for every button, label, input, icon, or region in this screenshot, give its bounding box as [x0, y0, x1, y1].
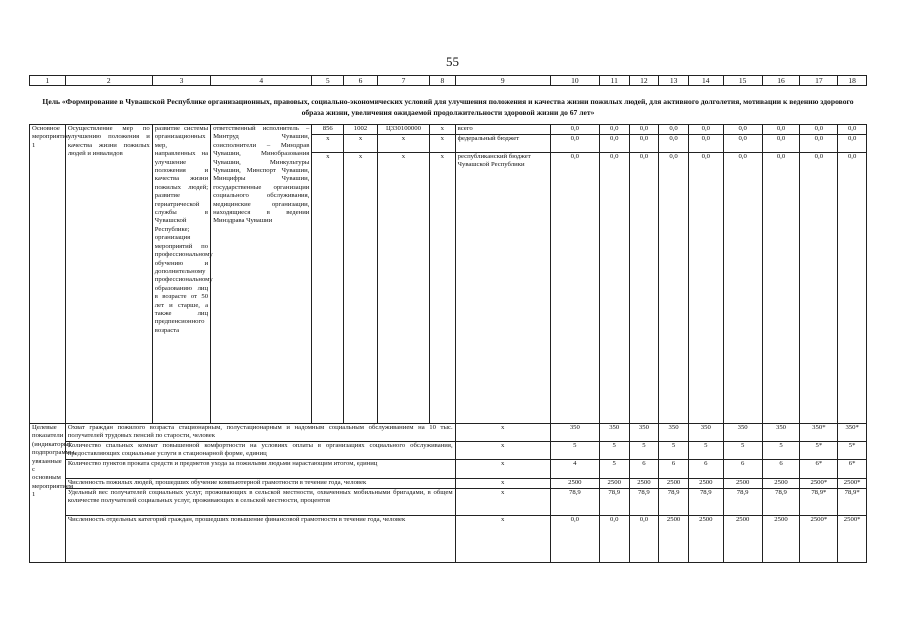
value-cell: 5*: [838, 442, 867, 460]
col-number: 13: [659, 76, 689, 86]
page-number: 55: [446, 54, 459, 69]
cell-c6: х: [344, 135, 378, 153]
value-cell: 4: [550, 460, 599, 479]
col-number: 3: [152, 76, 210, 86]
value-cell: 5: [688, 442, 723, 460]
event-name: Осуществление мер по улучшению положения и качества жизни пожилых людей и инвалидов: [65, 125, 152, 424]
value-cell: 0,0: [629, 135, 659, 153]
value-cell: 0,0: [688, 135, 723, 153]
header-row: [30, 76, 867, 86]
indicator-x: х: [455, 442, 550, 460]
value-cell: 5: [599, 460, 629, 479]
indicator-row: [30, 442, 867, 460]
value-cell: 5: [629, 442, 659, 460]
cell-c6: 1002: [344, 125, 378, 135]
event-description: развитие системы организационных мер, направленных на улучшение положения и качества жизни пожилых людей; развитие гериатрической службы в Чувашской Республике; организация мероприятий по профессиональному обучению и дополнительному профессиональному образованию лиц в возрасте от 50 лет и старше, а также лиц предпенсионного возраста: [152, 125, 210, 424]
indicator-text: Охват граждан пожилого возраста стационарным, полустационарным и надомным социальным обслуживанием на 10 тыс. получателей трудовых пенсий по старости, человек: [65, 424, 455, 442]
cell-c7: х: [377, 135, 429, 153]
cell-c5: х: [312, 153, 344, 424]
value-cell: 0,0: [659, 135, 689, 153]
value-cell: 0,0: [800, 125, 838, 135]
col-number: 16: [762, 76, 800, 86]
value-cell: 350: [762, 424, 800, 442]
value-cell: 0,0: [629, 153, 659, 424]
col-number: 1: [30, 76, 66, 86]
value-cell: 0,0: [599, 125, 629, 135]
event-executors: ответственный исполнитель – Минтруд Чувашии, соисполнители – Минздрав Чувашии, Минобразования Чувашии, Минкультуры Чувашии, Минспорт Чувашии, Минцифры Чувашии, государственные организации социального обслуживания, медицинские организации, находящиеся в ведении Минздрава Чувашии: [211, 125, 312, 424]
indicator-x: х: [455, 424, 550, 442]
value-cell: 0,0: [723, 125, 762, 135]
value-cell: 2500: [762, 516, 800, 563]
col-number: 10: [550, 76, 599, 86]
col-number: 12: [629, 76, 659, 86]
indicator-row: [30, 424, 867, 442]
value-cell: 5: [550, 442, 599, 460]
indicator-text: Количество пунктов проката средств и предметов ухода за пожилыми людьми нарастающим итогом, единиц: [65, 460, 455, 479]
value-cell: 0,0: [599, 153, 629, 424]
col-number: 17: [800, 76, 838, 86]
col-number: 2: [65, 76, 152, 86]
value-cell: 2500*: [800, 516, 838, 563]
value-cell: 0,0: [762, 153, 800, 424]
column-number-header: [29, 75, 867, 86]
cell-c5: 856: [312, 125, 344, 135]
value-cell: 350*: [800, 424, 838, 442]
cell-c6: х: [344, 153, 378, 424]
value-cell: 2500: [659, 479, 689, 489]
indicator-text: Количество спальных комнат повышенной комфортности на условиях оплаты в организациях социального обслуживания, предоставляющих социальные услуги в стационарной форме, единиц: [65, 442, 455, 460]
col-number: 9: [455, 76, 550, 86]
value-cell: 0,0: [629, 125, 659, 135]
value-cell: 0,0: [723, 153, 762, 424]
event-row: [30, 125, 867, 135]
col-number: 14: [688, 76, 723, 86]
value-cell: 2500: [762, 479, 800, 489]
value-cell: 350: [688, 424, 723, 442]
cell-c8: х: [430, 153, 456, 424]
value-cell: 0,0: [629, 516, 659, 563]
indicator-x: х: [455, 479, 550, 489]
value-cell: 5: [659, 442, 689, 460]
event-label: Основное мероприятие 1: [30, 125, 66, 424]
funding-source: федеральный бюджет: [455, 135, 550, 153]
value-cell: 0,0: [800, 153, 838, 424]
value-cell: 350*: [838, 424, 867, 442]
value-cell: 78,9: [550, 489, 599, 516]
value-cell: 0,0: [688, 125, 723, 135]
value-cell: 78,9: [599, 489, 629, 516]
value-cell: 2500: [723, 516, 762, 563]
funding-source: республиканский бюджет Чувашской Республики: [455, 153, 550, 424]
indicator-row: [30, 479, 867, 489]
value-cell: 0,0: [550, 125, 599, 135]
col-number: 4: [211, 76, 312, 86]
value-cell: 0,0: [838, 153, 867, 424]
cell-c8: х: [430, 135, 456, 153]
value-cell: 0,0: [800, 135, 838, 153]
funding-source: всего: [455, 125, 550, 135]
value-cell: 0,0: [838, 125, 867, 135]
value-cell: 350: [723, 424, 762, 442]
value-cell: 350: [659, 424, 689, 442]
value-cell: 2500*: [838, 479, 867, 489]
value-cell: 2500: [688, 479, 723, 489]
value-cell: 78,9: [762, 489, 800, 516]
value-cell: 6*: [800, 460, 838, 479]
indicator-row: [30, 460, 867, 479]
value-cell: 0,0: [723, 135, 762, 153]
value-cell: 2500: [550, 479, 599, 489]
value-cell: 6: [629, 460, 659, 479]
value-cell: 0,0: [762, 135, 800, 153]
indicator-x: х: [455, 489, 550, 516]
col-number: 6: [344, 76, 378, 86]
indicators-label: Целевые показатели (индикаторы) подпрограммы, увязанные с основным мероприятием 1: [30, 424, 66, 563]
value-cell: 78,9: [688, 489, 723, 516]
value-cell: 0,0: [838, 135, 867, 153]
col-number: 11: [599, 76, 629, 86]
value-cell: 2500: [723, 479, 762, 489]
value-cell: 78,9: [659, 489, 689, 516]
value-cell: 350: [629, 424, 659, 442]
value-cell: 5*: [800, 442, 838, 460]
value-cell: 2500: [599, 479, 629, 489]
value-cell: 2500*: [838, 516, 867, 563]
cell-c7: Ц330100000: [377, 125, 429, 135]
value-cell: 78,9*: [800, 489, 838, 516]
value-cell: 6: [762, 460, 800, 479]
indicator-x: х: [455, 516, 550, 563]
value-cell: 5: [762, 442, 800, 460]
indicator-text: Удельный вес получателей социальных услуг, проживающих в сельской местности, охваченных мобильными бригадами, в общем количестве получателей социальных услуг, проживающих в сельской местности, процентов: [65, 489, 455, 516]
value-cell: 0,0: [659, 153, 689, 424]
value-cell: 0,0: [550, 135, 599, 153]
cell-c5: х: [312, 135, 344, 153]
value-cell: 6: [723, 460, 762, 479]
col-number: 18: [838, 76, 867, 86]
program-table: [29, 124, 867, 563]
cell-c7: х: [377, 153, 429, 424]
col-number: 15: [723, 76, 762, 86]
indicator-text: Численность пожилых людей, прошедших обучение компьютерной грамотности в течение года, человек: [65, 479, 455, 489]
indicator-x: х: [455, 460, 550, 479]
value-cell: 6*: [838, 460, 867, 479]
value-cell: 0,0: [659, 125, 689, 135]
value-cell: 0,0: [688, 153, 723, 424]
col-number: 8: [430, 76, 456, 86]
value-cell: 0,0: [762, 125, 800, 135]
value-cell: 6: [659, 460, 689, 479]
value-cell: 350: [550, 424, 599, 442]
indicator-row: [30, 489, 867, 516]
value-cell: 0,0: [550, 153, 599, 424]
col-number: 5: [312, 76, 344, 86]
value-cell: 78,9*: [838, 489, 867, 516]
value-cell: 2500: [629, 479, 659, 489]
col-number: 7: [377, 76, 429, 86]
value-cell: 78,9: [723, 489, 762, 516]
value-cell: 78,9: [629, 489, 659, 516]
indicator-text: Численность отдельных категорий граждан, прошедших повышение финансовой грамотности в течение года, человек: [65, 516, 455, 563]
value-cell: 2500: [688, 516, 723, 563]
value-cell: 2500*: [800, 479, 838, 489]
value-cell: 6: [688, 460, 723, 479]
cell-c8: х: [430, 125, 456, 135]
value-cell: 5: [723, 442, 762, 460]
value-cell: 0,0: [599, 135, 629, 153]
value-cell: 2500: [659, 516, 689, 563]
value-cell: 350: [599, 424, 629, 442]
value-cell: 0,0: [550, 516, 599, 563]
value-cell: 0,0: [599, 516, 629, 563]
indicator-row: [30, 516, 867, 563]
value-cell: 5: [599, 442, 629, 460]
goal-title: Цель «Формирование в Чувашской Республике организационных, правовых, социально-экономических условий для улучшения положения и качества жизни пожилых людей, для активного долголетия, мотивации к ведению здорового образа жизни, увеличения ожидаемой продолжительности здоровой жизни до 67 лет»: [42, 97, 854, 117]
